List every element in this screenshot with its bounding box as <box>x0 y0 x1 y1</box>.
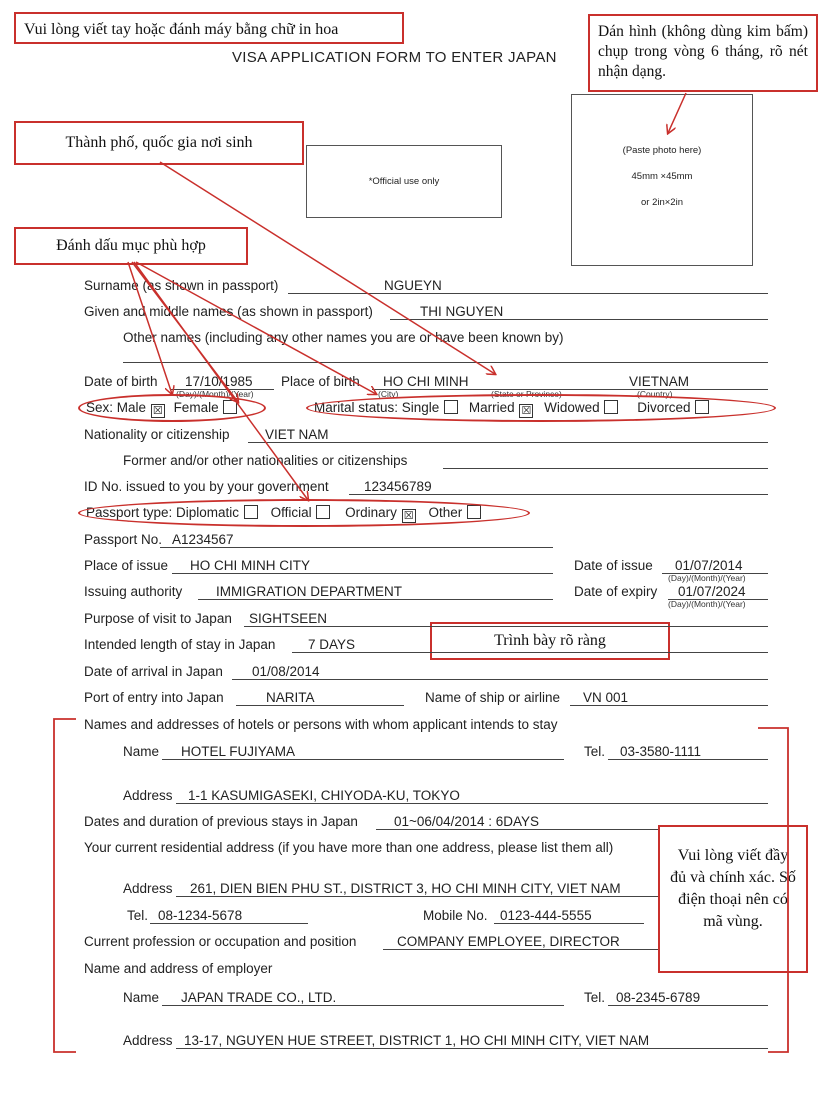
note-photo: Dán hình (không dùng kim bấm) chụp trong vòng 6 tháng, rõ nét nhận dạng. <box>588 14 818 92</box>
port-value: NARITA <box>266 690 315 705</box>
issue-place-value: HO CHI MINH CITY <box>190 558 310 573</box>
port-label: Port of entry into Japan <box>84 690 224 705</box>
issue-place-line[interactable] <box>172 573 553 574</box>
expiry-value: 01/07/2024 <box>678 584 746 599</box>
pob-line[interactable] <box>372 389 768 390</box>
marital-ellipse <box>306 394 776 422</box>
res-tel-value: 08-1234-5678 <box>158 908 243 923</box>
mobile-label: Mobile No. <box>423 908 488 923</box>
ship-label: Name of ship or airline <box>425 690 561 705</box>
note-handwrite-capitals: Vui lòng viết tay hoặc đánh máy bằng chữ in hoa <box>14 12 404 44</box>
state-hint: (State or Province) <box>491 389 562 399</box>
sex-ellipse <box>78 394 266 422</box>
authority-value: IMMIGRATION DEPARTMENT <box>216 584 403 599</box>
arrival-value: 01/08/2014 <box>252 664 320 679</box>
given-value: THI NGUYEN <box>420 304 504 319</box>
profession-line[interactable] <box>383 949 658 950</box>
id-label: ID No. issued to you by your government <box>84 479 329 494</box>
ship-line[interactable] <box>570 705 768 706</box>
emp-name-value: JAPAN TRADE CO., LTD. <box>181 990 337 1005</box>
other-names-label: Other names (including any other names you are or have been known by) <box>123 330 564 345</box>
id-line[interactable] <box>349 494 768 495</box>
nationality-label: Nationality or citizenship <box>84 427 230 442</box>
city-hint: (City) <box>378 389 399 399</box>
ordinary-checkbox[interactable]: ☒ <box>402 509 416 523</box>
pob-country: VIETNAM <box>629 374 690 389</box>
hotel-name-line[interactable] <box>162 759 564 760</box>
ptype-official-label: Official <box>270 505 312 520</box>
hotel-name-label: Name <box>123 744 160 759</box>
issue-date-value: 01/07/2014 <box>675 558 743 573</box>
other-names-line[interactable] <box>123 362 768 363</box>
hotel-tel-value: 03-3580-1111 <box>620 744 702 759</box>
employer-label: Name and address of employer <box>84 961 273 976</box>
married-label: Married <box>468 400 515 415</box>
id-value: 123456789 <box>364 479 432 494</box>
passport-label: Passport No. <box>84 532 163 547</box>
ship-value: VN 001 <box>583 690 629 705</box>
res-tel-line[interactable] <box>150 923 308 924</box>
passport-value: A1234567 <box>172 532 234 547</box>
stay-label: Intended length of stay in Japan <box>84 637 276 652</box>
note-clear: Trình bày rõ ràng <box>430 622 670 660</box>
marital-single-label: Marital status: Single <box>314 400 440 415</box>
port-line[interactable] <box>236 705 404 706</box>
photo-line2: 45mm ×45mm <box>631 171 693 182</box>
res-tel-label: Tel. <box>127 908 149 923</box>
hotel-tel-line[interactable] <box>608 759 768 760</box>
authority-line[interactable] <box>198 599 553 600</box>
emp-tel-line[interactable] <box>608 1005 768 1006</box>
surname-line[interactable] <box>288 293 768 294</box>
ptype-other-label: Other <box>428 505 463 520</box>
emp-tel-value: 08-2345-6789 <box>616 990 701 1005</box>
ptype-diplomatic-label: Passport type: Diplomatic <box>86 505 240 520</box>
dob-value: 17/10/1985 <box>185 374 253 389</box>
emp-address-line[interactable] <box>176 1048 768 1049</box>
stay-line[interactable] <box>292 652 768 653</box>
prev-stays-line[interactable] <box>376 829 658 830</box>
mobile-line[interactable] <box>494 923 644 924</box>
prev-stays-label: Dates and duration of previous stays in Japan <box>84 814 358 829</box>
bracket-left <box>54 719 76 1052</box>
expiry-label: Date of expiry <box>574 584 658 599</box>
emp-name-label: Name <box>123 990 160 1005</box>
res-address-line[interactable] <box>176 896 658 897</box>
photo-line3: or 2in×2in <box>641 197 683 208</box>
nationality-line[interactable] <box>248 442 768 443</box>
dob-label: Date of birth <box>84 374 158 389</box>
surname-label: Surname (as shown in passport) <box>84 278 279 293</box>
male-checkbox[interactable]: ☒ <box>151 404 165 418</box>
profession-label: Current profession or occupation and position <box>84 934 357 949</box>
mobile-value: 0123-444-5555 <box>500 908 592 923</box>
country-hint: (Country) <box>637 389 673 399</box>
arrival-line[interactable] <box>232 679 768 680</box>
res-address-value: 261, DIEN BIEN PHU ST., DISTRICT 3, HO CHI MINH CITY, VIET NAM <box>190 881 621 896</box>
purpose-line[interactable] <box>244 626 768 627</box>
emp-name-line[interactable] <box>162 1005 564 1006</box>
issue-date-hint: (Day)/(Month)/(Year) <box>668 573 746 583</box>
note-complete: Vui lòng viết đầy đủ và chính xác. Số điện thoại nên có mã vùng. <box>658 825 808 973</box>
expiry-date-hint: (Day)/(Month)/(Year) <box>668 599 746 609</box>
stay-value: 7 DAYS <box>308 637 356 652</box>
note-birthplace: Thành phố, quốc gia nơi sinh <box>14 121 304 165</box>
issue-date-label: Date of issue <box>574 558 653 573</box>
divorced-label: Divorced <box>637 400 691 415</box>
hotel-address-value: 1-1 KASUMIGASEKI, CHIYODA-KU, TOKYO <box>188 788 460 803</box>
note-check-appropriate: Đánh dấu mục phù hợp <box>14 227 248 265</box>
residence-label: Your current residential address (if you have more than one address, please list them all) <box>84 840 614 855</box>
given-label: Given and middle names (as shown in passport) <box>84 304 373 319</box>
sex-male-label: Sex: Male <box>86 400 147 415</box>
hotels-label: Names and addresses of hotels or persons with whom applicant intends to stay <box>84 717 558 732</box>
hotel-name-value: HOTEL FUJIYAMA <box>181 744 296 759</box>
official-use-box <box>306 145 502 218</box>
surname-value: NGUEYN <box>384 278 442 293</box>
ptype-ordinary-label: Ordinary <box>345 505 397 520</box>
purpose-value: SIGHTSEEN <box>249 611 328 626</box>
pob-label: Place of birth <box>281 374 360 389</box>
prev-stays-value: 01~06/04/2014 : 6DAYS <box>394 814 539 829</box>
arrival-label: Date of arrival in Japan <box>84 664 223 679</box>
res-address-label: Address <box>123 881 173 896</box>
profession-value: COMPANY EMPLOYEE, DIRECTOR <box>397 934 620 949</box>
emp-address-label: Address <box>123 1033 173 1048</box>
authority-label: Issuing authority <box>84 584 183 599</box>
passport-type-ellipse <box>78 499 530 527</box>
dob-hint: (Day)/(Month)/(Year) <box>176 389 254 399</box>
official-use-label: *Official use only <box>368 176 440 187</box>
sex-female-label: Female <box>173 400 219 415</box>
emp-address-value: 13-17, NGUYEN HUE STREET, DISTRICT 1, HO CHI MINH CITY, VIET NAM <box>184 1033 650 1048</box>
former-nationality-label: Former and/or other nationalities or citizenships <box>123 453 408 468</box>
photo-line1: (Paste photo here) <box>622 145 702 156</box>
hotel-tel-label: Tel. <box>584 744 606 759</box>
hotel-address-label: Address <box>123 788 173 803</box>
form-title: VISA APPLICATION FORM TO ENTER JAPAN <box>232 49 557 66</box>
married-checkbox[interactable]: ☒ <box>519 404 533 418</box>
nationality-value: VIET NAM <box>265 427 329 442</box>
hotel-address-line[interactable] <box>176 803 768 804</box>
former-nationality-line[interactable] <box>443 468 768 469</box>
photo-box[interactable] <box>571 94 753 266</box>
passport-line[interactable] <box>160 547 553 548</box>
emp-tel-label: Tel. <box>584 990 606 1005</box>
widowed-label: Widowed <box>544 400 600 415</box>
purpose-label: Purpose of visit to Japan <box>84 611 232 626</box>
pob-city: HO CHI MINH <box>383 374 469 389</box>
issue-place-label: Place of issue <box>84 558 169 573</box>
